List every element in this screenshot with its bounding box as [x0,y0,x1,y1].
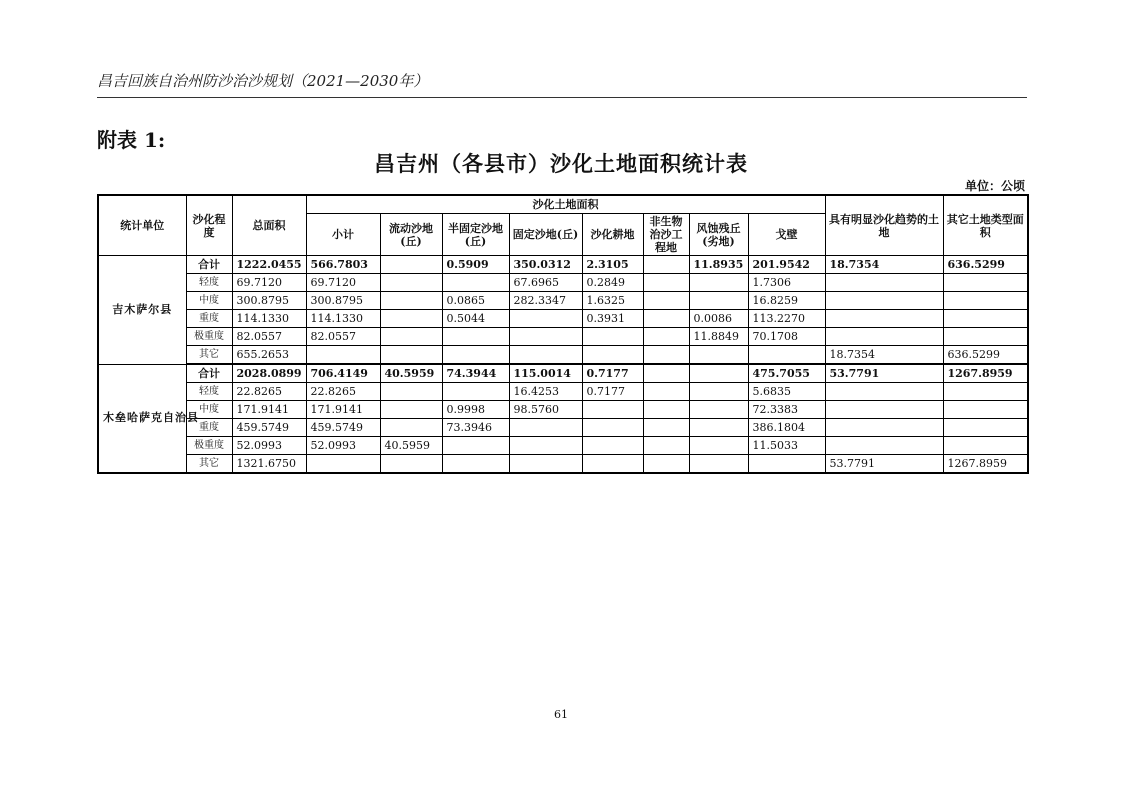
cell-wind-eroded [689,437,748,455]
col-header-gobi: 戈壁 [748,214,825,256]
cell-subtotal [306,346,380,365]
cell-cultivated [582,437,643,455]
cell-subtotal: 300.8795 [306,292,380,310]
cell-cultivated: 0.7177 [582,364,643,383]
cell-semi-fixed: 0.5044 [442,310,509,328]
cell-fixed: 98.5760 [509,401,582,419]
cell-gobi: 386.1804 [748,419,825,437]
cell-fixed [509,419,582,437]
cell-non-bio [643,437,689,455]
cell-non-bio [643,383,689,401]
cell-semi-fixed [442,328,509,346]
cell-trend [825,437,943,455]
table-row [98,455,1028,474]
cell-semi-fixed: 0.9998 [442,401,509,419]
cell-flowing [380,346,442,365]
cell-fixed: 67.6965 [509,274,582,292]
cell-other-land [943,401,1028,419]
cell-semi-fixed: 73.3946 [442,419,509,437]
cell-trend [825,401,943,419]
cell-flowing: 40.5959 [380,437,442,455]
row-degree: 中度 [186,292,232,310]
cell-subtotal: 52.0993 [306,437,380,455]
cell-wind-eroded: 11.8849 [689,328,748,346]
cell-subtotal: 22.8265 [306,383,380,401]
cell-flowing [380,256,442,274]
cell-flowing [380,419,442,437]
cell-gobi: 16.8259 [748,292,825,310]
cell-cultivated [582,328,643,346]
cell-wind-eroded: 0.0086 [689,310,748,328]
cell-non-bio [643,455,689,474]
table-row [98,274,1028,292]
col-header-flowing: 流动沙地(丘) [380,214,442,256]
unit-note: 单位：公顷 [964,179,1025,193]
col-header-other-land: 其它土地类型面积 [943,195,1028,256]
cell-total: 69.7120 [232,274,306,292]
table-body [98,256,1028,474]
col-header-total-area: 总面积 [232,195,306,256]
cell-gobi: 72.3383 [748,401,825,419]
cell-wind-eroded [689,455,748,474]
cell-cultivated: 1.6325 [582,292,643,310]
table-row [98,383,1028,401]
table-title: 昌吉州（各县市）沙化土地面积统计表 [374,151,748,176]
cell-total: 459.5749 [232,419,306,437]
row-degree: 合计 [186,364,232,383]
table-row [98,437,1028,455]
cell-subtotal: 459.5749 [306,419,380,437]
cell-trend [825,292,943,310]
cell-flowing [380,274,442,292]
col-header-unit: 统计单位 [98,195,186,256]
cell-semi-fixed: 74.3944 [442,364,509,383]
table-row [98,346,1028,365]
col-header-degree: 沙化程度 [186,195,232,256]
row-degree: 极重度 [186,328,232,346]
cell-fixed [509,328,582,346]
cell-cultivated [582,346,643,365]
table-row [98,310,1028,328]
col-header-trend: 具有明显沙化趋势的土地 [825,195,943,256]
cell-trend [825,419,943,437]
row-degree: 其它 [186,346,232,365]
cell-fixed [509,346,582,365]
cell-flowing [380,292,442,310]
cell-cultivated: 0.3931 [582,310,643,328]
row-degree: 重度 [186,419,232,437]
cell-fixed: 282.3347 [509,292,582,310]
cell-non-bio [643,346,689,365]
col-header-fixed: 固定沙地(丘) [509,214,582,256]
cell-wind-eroded [689,346,748,365]
cell-gobi [748,455,825,474]
row-degree: 轻度 [186,383,232,401]
cell-other-land [943,274,1028,292]
cell-cultivated [582,419,643,437]
cell-gobi [748,346,825,365]
cell-total: 22.8265 [232,383,306,401]
cell-subtotal: 69.7120 [306,274,380,292]
cell-cultivated: 0.7177 [582,383,643,401]
cell-trend: 18.7354 [825,346,943,365]
cell-total: 1321.6750 [232,455,306,474]
cell-semi-fixed [442,437,509,455]
cell-subtotal: 114.1330 [306,310,380,328]
cell-other-land [943,328,1028,346]
cell-fixed: 115.0014 [509,364,582,383]
cell-wind-eroded [689,419,748,437]
cell-wind-eroded [689,292,748,310]
cell-other-land [943,383,1028,401]
table-row [98,401,1028,419]
cell-trend: 18.7354 [825,256,943,274]
table-header [98,195,1028,256]
col-header-semi-fixed: 半固定沙地(丘) [442,214,509,256]
row-degree: 重度 [186,310,232,328]
cell-flowing [380,310,442,328]
cell-cultivated: 0.2849 [582,274,643,292]
cell-cultivated: 2.3105 [582,256,643,274]
col-header-subtotal: 小计 [306,214,380,256]
col-header-desert-group: 沙化土地面积 [306,195,825,214]
cell-flowing [380,383,442,401]
cell-non-bio [643,364,689,383]
cell-other-land: 636.5299 [943,256,1028,274]
cell-semi-fixed [442,346,509,365]
cell-subtotal: 82.0557 [306,328,380,346]
cell-trend [825,310,943,328]
cell-other-land [943,292,1028,310]
cell-other-land [943,437,1028,455]
cell-subtotal: 566.7803 [306,256,380,274]
cell-non-bio [643,328,689,346]
table-row [98,328,1028,346]
col-header-non-bio: 非生物治沙工程地 [643,214,689,256]
row-degree: 轻度 [186,274,232,292]
cell-semi-fixed: 0.5909 [442,256,509,274]
table-row [98,419,1028,437]
cell-total: 300.8795 [232,292,306,310]
cell-gobi: 201.9542 [748,256,825,274]
page-number: 61 [554,708,568,721]
cell-non-bio [643,274,689,292]
table-row [98,256,1028,274]
appendix-label: 附表 1: [97,128,166,152]
cell-fixed: 350.0312 [509,256,582,274]
row-degree: 合计 [186,256,232,274]
cell-semi-fixed [442,383,509,401]
cell-other-land [943,310,1028,328]
cell-gobi: 5.6835 [748,383,825,401]
cell-other-land: 1267.8959 [943,455,1028,474]
cell-non-bio [643,292,689,310]
cell-semi-fixed: 0.0865 [442,292,509,310]
table-row [98,364,1028,383]
cell-non-bio [643,256,689,274]
cell-trend [825,274,943,292]
cell-other-land [943,419,1028,437]
cell-semi-fixed [442,274,509,292]
cell-total: 171.9141 [232,401,306,419]
cell-flowing [380,401,442,419]
cell-total: 82.0557 [232,328,306,346]
cell-gobi: 70.1708 [748,328,825,346]
cell-gobi: 475.7055 [748,364,825,383]
cell-non-bio [643,401,689,419]
cell-subtotal: 706.4149 [306,364,380,383]
running-header: 昌吉回族自治州防沙治沙规划（2021—2030年） [97,70,1027,98]
cell-cultivated [582,401,643,419]
cell-other-land: 636.5299 [943,346,1028,365]
cell-wind-eroded [689,383,748,401]
row-unit-name: 木垒哈萨克自治县 [98,364,186,473]
row-degree: 其它 [186,455,232,474]
table-row [98,292,1028,310]
cell-fixed: 16.4253 [509,383,582,401]
cell-total: 52.0993 [232,437,306,455]
cell-gobi: 11.5033 [748,437,825,455]
cell-flowing [380,455,442,474]
cell-total: 2028.0899 [232,364,306,383]
cell-trend [825,328,943,346]
cell-non-bio [643,310,689,328]
cell-total: 655.2653 [232,346,306,365]
row-degree: 极重度 [186,437,232,455]
cell-non-bio [643,419,689,437]
cell-semi-fixed [442,455,509,474]
col-header-cultivated: 沙化耕地 [582,214,643,256]
cell-other-land: 1267.8959 [943,364,1028,383]
cell-fixed [509,310,582,328]
desertification-table [97,194,1029,474]
cell-subtotal [306,455,380,474]
cell-total: 1222.0455 [232,256,306,274]
cell-wind-eroded: 11.8935 [689,256,748,274]
cell-wind-eroded [689,364,748,383]
row-degree: 中度 [186,401,232,419]
cell-flowing: 40.5959 [380,364,442,383]
cell-fixed [509,455,582,474]
cell-flowing [380,328,442,346]
row-unit-name: 吉木萨尔县 [98,256,186,365]
cell-cultivated [582,455,643,474]
cell-gobi: 1.7306 [748,274,825,292]
cell-subtotal: 171.9141 [306,401,380,419]
cell-trend: 53.7791 [825,455,943,474]
cell-gobi: 113.2270 [748,310,825,328]
cell-wind-eroded [689,274,748,292]
cell-trend [825,383,943,401]
cell-total: 114.1330 [232,310,306,328]
cell-fixed [509,437,582,455]
col-header-wind-eroded: 风蚀残丘(劣地) [689,214,748,256]
cell-trend: 53.7791 [825,364,943,383]
cell-wind-eroded [689,401,748,419]
